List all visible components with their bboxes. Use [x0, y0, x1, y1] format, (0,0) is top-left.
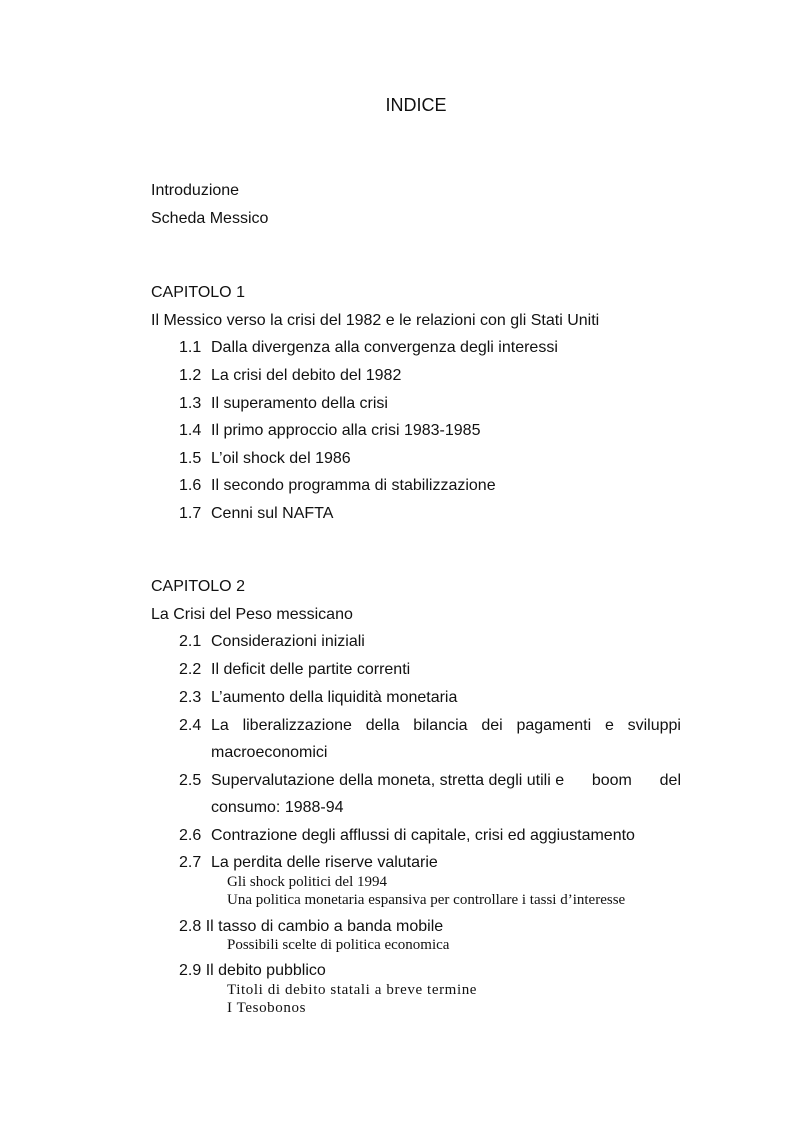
- toc-word: sviluppi: [627, 717, 681, 734]
- toc-item-text: Cenni sul NAFTA: [211, 505, 334, 522]
- toc-scheda-messico: Scheda Messico: [151, 210, 269, 227]
- toc-item-text: Contrazione degli afflussi di capitale, crisi ed aggiustamento: [211, 827, 635, 844]
- toc-word: Supervalutazione della moneta, stretta degli utili e: [211, 772, 565, 789]
- toc-word: del: [659, 772, 681, 789]
- toc-item-continuation: macroeconomici: [211, 744, 328, 761]
- toc-item-text: Considerazioni iniziali: [211, 633, 365, 650]
- toc-word: pagamenti: [516, 717, 592, 734]
- toc-item-text-justified: [211, 716, 681, 736]
- toc-item-text: La perdita delle riserve valutarie: [211, 854, 438, 871]
- toc-item-number: 2.4: [179, 717, 202, 734]
- toc-subitem: Possibili scelte di politica economica: [227, 937, 450, 953]
- toc-item-text: Il secondo programma di stabilizzazione: [211, 477, 496, 494]
- toc-item-text: Il primo approccio alla crisi 1983-1985: [211, 422, 481, 439]
- toc-item-text: Dalla divergenza alla convergenza degli interessi: [211, 339, 558, 356]
- toc-item-number: 2.1: [179, 633, 202, 650]
- toc-item-number: 2.5: [179, 772, 202, 789]
- toc-item-number: 2.3: [179, 689, 202, 706]
- toc-item-number: 1.3: [179, 395, 202, 412]
- toc-item-number: 1.6: [179, 477, 202, 494]
- toc-item-text: L’aumento della liquidità monetaria: [211, 689, 458, 706]
- toc-item-text: Il deficit delle partite correnti: [211, 661, 411, 678]
- toc-item-text: 2.9 Il debito pubblico: [179, 962, 326, 979]
- chapter-2-subtitle: La Crisi del Peso messicano: [151, 606, 353, 623]
- toc-item-number: 2.6: [179, 827, 202, 844]
- toc-item-text: 2.8 Il tasso di cambio a banda mobile: [179, 918, 444, 935]
- toc-item-number: 1.7: [179, 505, 202, 522]
- toc-word: della: [365, 717, 400, 734]
- toc-word: boom: [591, 772, 632, 789]
- toc-item-text-justified: [211, 771, 681, 791]
- toc-subitem: Gli shock politici del 1994: [227, 874, 387, 890]
- chapter-1-heading: CAPITOLO 1: [151, 284, 245, 301]
- toc-word: bilancia: [413, 717, 468, 734]
- toc-word: La: [211, 717, 229, 734]
- toc-item-continuation: consumo: 1988-94: [211, 799, 344, 816]
- toc-item-number: 1.4: [179, 422, 202, 439]
- toc-word: dei: [481, 717, 503, 734]
- toc-subitem: Una politica monetaria espansiva per controllare i tassi d’interesse: [227, 892, 626, 908]
- toc-word: e: [604, 717, 614, 734]
- toc-subitem: Titoli di debito statali a breve termine: [227, 982, 478, 998]
- toc-item-number: 1.1: [179, 339, 202, 356]
- toc-word: liberalizzazione: [242, 717, 352, 734]
- chapter-1-subtitle: Il Messico verso la crisi del 1982 e le relazioni con gli Stati Uniti: [151, 312, 600, 329]
- toc-item-number: 1.5: [179, 450, 202, 467]
- toc-item-text: L’oil shock del 1986: [211, 450, 351, 467]
- toc-introduzione: Introduzione: [151, 182, 240, 199]
- toc-item-text: Il superamento della crisi: [211, 395, 388, 412]
- page-title: INDICE: [385, 95, 447, 115]
- chapter-2-heading: CAPITOLO 2: [151, 578, 245, 595]
- toc-item-number: 1.2: [179, 367, 202, 384]
- toc-item-text: La crisi del debito del 1982: [211, 367, 402, 384]
- toc-item-number: 2.2: [179, 661, 202, 678]
- toc-subitem: I Tesobonos: [227, 1000, 307, 1016]
- toc-item-number: 2.7: [179, 854, 202, 871]
